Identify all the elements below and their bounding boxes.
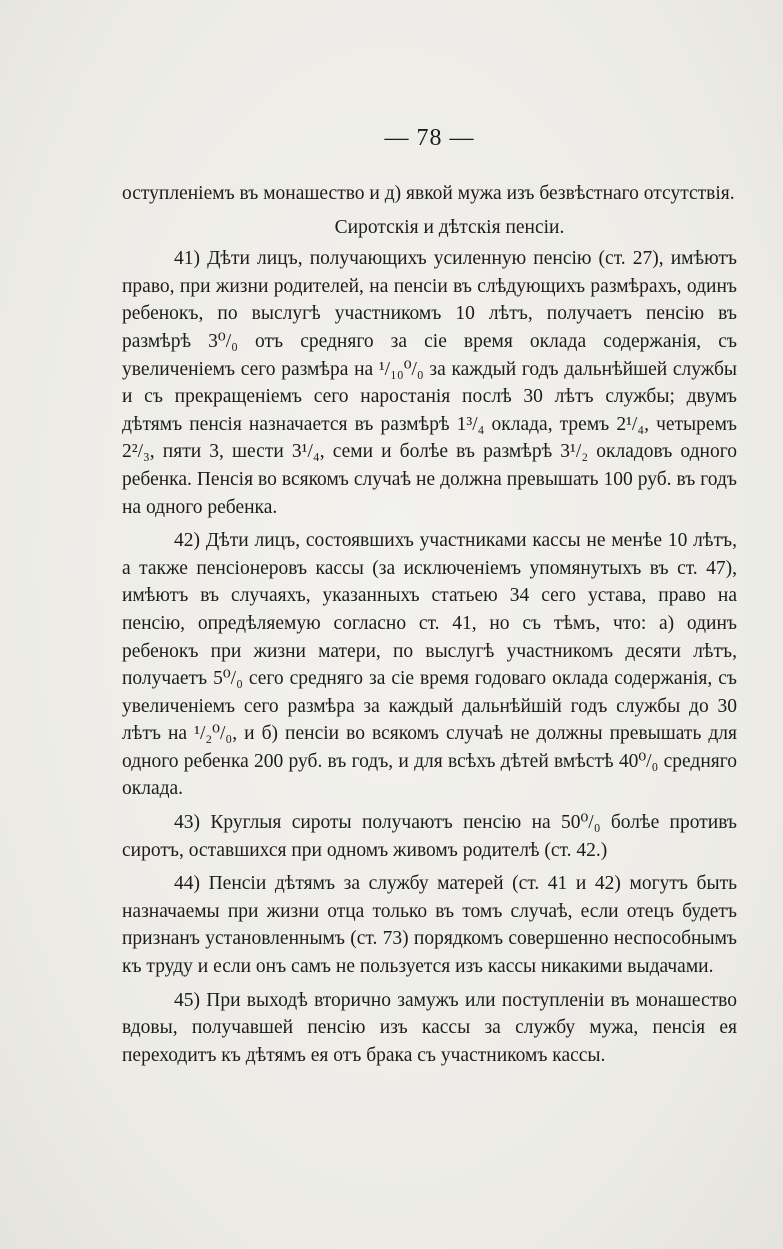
paragraph-42: 42) Дѣти лицъ, состоявшихъ участниками кассы не менѣе 10 лѣтъ, а также пенсіонеровъ кассы (за исключеніемъ упомянутыхъ въ ст. 47), имѣютъ въ случаяхъ, указанныхъ статьею 34 сего устава, право на пенсію, опредѣляемую согласно ст. 41, но съ тѣмъ, что: а) одинъ ребенокъ при жизни матери, по выслугѣ участникомъ десяти лѣтъ, получаетъ 5⁰/₀ сего средняго за сіе время годоваго оклада содержанія, съ увеличеніемъ сего размѣра за каждый дальнѣйшій годъ службы до 30 лѣтъ на ¹/₂⁰/₀, и б) пенсіи во всякомъ случаѣ не должны превышать для одного ребенка 200 руб. въ годъ, и для всѣхъ дѣтей вмѣстѣ 40⁰/₀ средняго оклада. (122, 530, 737, 800)
paragraph-44: 44) Пенсіи дѣтямъ за службу матерей (ст. 41 и 42) могутъ быть назначаемы при жизни отца только въ томъ случаѣ, если отецъ будетъ признанъ установленнымъ (ст. 73) порядкомъ совершенно неспособнымъ къ труду и если онъ самъ не пользуется изъ кассы никакими выдачами. (122, 873, 737, 978)
page-text (122, 118, 737, 1075)
paragraph-45: 45) При выходѣ вторично замужъ или поступленіи въ монашество вдовы, получавшей пенсію изъ кассы за службу мужа, пенсія ея переходитъ къ дѣтямъ ея отъ брака съ участникомъ кассы. (122, 989, 737, 1066)
paragraph-41: 41) Дѣти лицъ, получающихъ усиленную пенсію (ст. 27), имѣютъ право, при жизни родителей, на пенсіи въ слѣдующихъ размѣрахъ, одинъ ребенокъ, по выслугѣ участникомъ 10 лѣтъ, получаетъ пенсію въ размѣрѣ 3⁰/₀ отъ средняго за сіе время оклада содержанія, съ увеличеніемъ сего размѣра на ¹/₁₀⁰/₀ за каждый годъ дальнѣйшей службы и съ прекращеніемъ сего наростанія послѣ 30 лѣтъ службы; двумъ дѣтямъ пенсія назначается въ размѣрѣ 1³/₄ оклада, тремъ 2¹/₄, четыремъ 2²/₃, пяти 3, шести 3¹/₄, семи и болѣе въ размѣрѣ 3¹/₂ окладовъ одного ребенка. Пенсія во всякомъ случаѣ не должна превышать 100 руб. въ годъ на одного ребенка. (122, 248, 737, 518)
section-title: Сиротскія и дѣтскія пенсіи. (334, 216, 565, 238)
continuation-paragraph: оступленіемъ въ монашество и д) явкой мужа изъ безвѣстнаго отсутствія. (122, 183, 735, 204)
paragraph-43: 43) Круглыя сироты получаютъ пенсію на 50⁰/₀ болѣе противъ сиротъ, оставшихся при одномъ живомъ родителѣ (ст. 42.) (122, 812, 737, 861)
page-number: — 78 — (384, 125, 475, 151)
